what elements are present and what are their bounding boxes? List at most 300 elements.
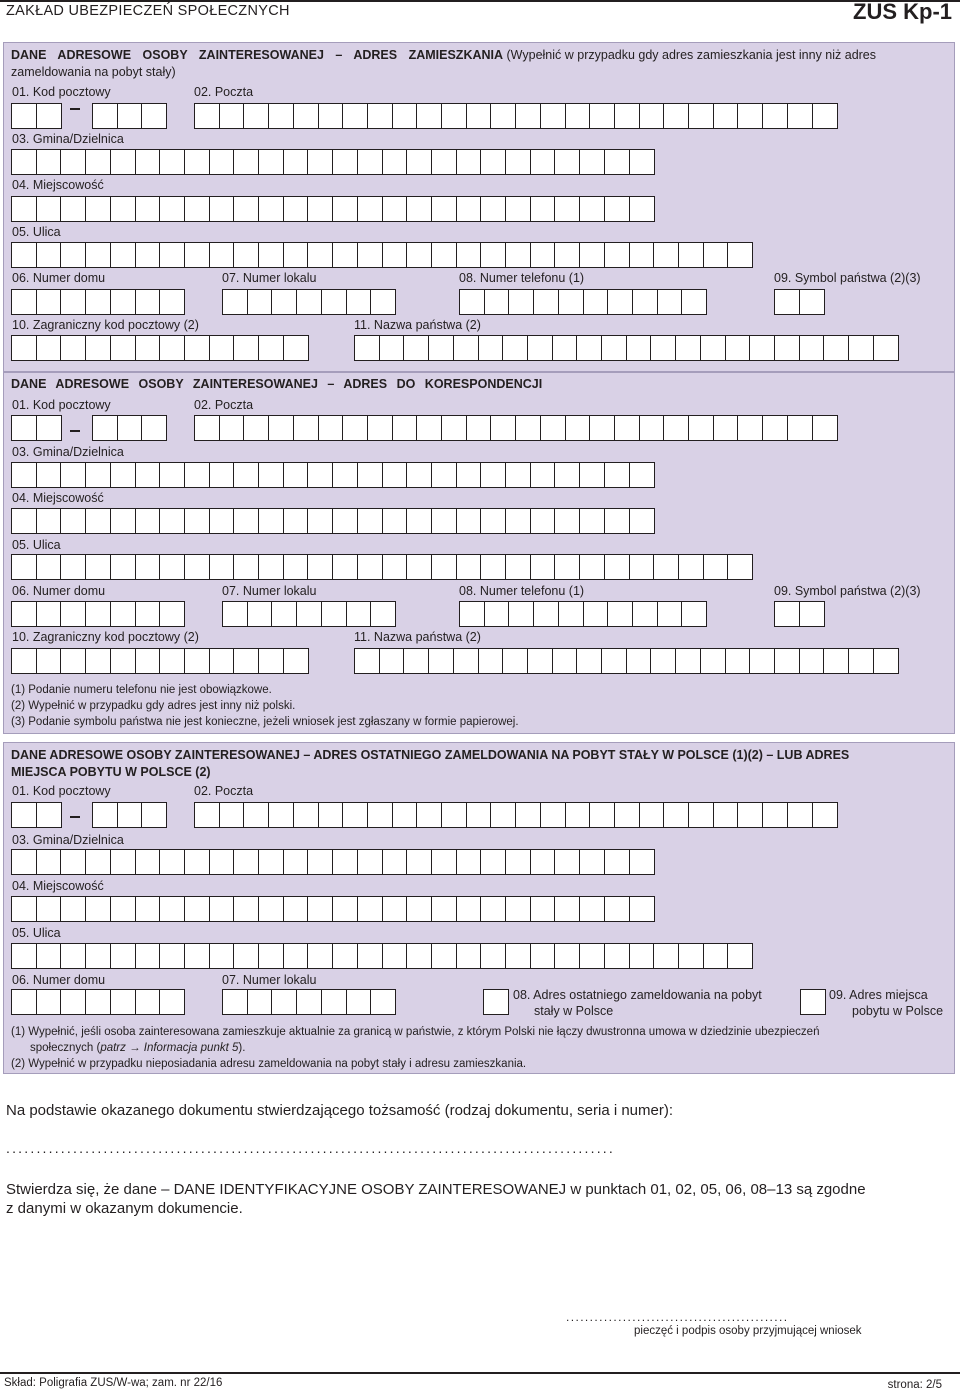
character-box[interactable]	[505, 196, 531, 222]
character-box[interactable]	[258, 149, 284, 175]
character-box[interactable]	[11, 149, 37, 175]
character-box[interactable]	[85, 849, 111, 875]
character-box[interactable]	[110, 242, 136, 268]
character-box[interactable]	[85, 896, 111, 922]
character-box[interactable]	[332, 149, 358, 175]
character-box[interactable]	[36, 335, 62, 361]
character-box[interactable]	[774, 648, 800, 674]
character-box[interactable]	[332, 554, 358, 580]
character-box[interactable]	[456, 149, 482, 175]
character-box[interactable]	[307, 462, 333, 488]
character-box[interactable]	[725, 335, 751, 361]
character-box[interactable]	[354, 648, 380, 674]
character-box[interactable]	[219, 802, 245, 828]
character-box[interactable]	[159, 601, 185, 627]
character-box[interactable]	[370, 601, 396, 627]
character-box[interactable]	[502, 648, 528, 674]
character-box[interactable]	[283, 896, 309, 922]
character-box[interactable]	[527, 648, 553, 674]
character-box[interactable]	[762, 103, 788, 129]
residence-postal-code-boxes-b[interactable]	[92, 103, 166, 129]
character-box[interactable]	[505, 554, 531, 580]
character-box[interactable]	[11, 289, 37, 315]
character-box[interactable]	[565, 103, 591, 129]
character-box[interactable]	[505, 508, 531, 534]
character-box[interactable]	[233, 242, 259, 268]
character-box[interactable]	[184, 462, 210, 488]
character-box[interactable]	[307, 896, 333, 922]
character-box[interactable]	[428, 648, 454, 674]
character-box[interactable]	[416, 802, 442, 828]
character-box[interactable]	[346, 601, 372, 627]
character-box[interactable]	[823, 648, 849, 674]
residence-post-office-boxes[interactable]	[194, 103, 836, 129]
character-box[interactable]	[681, 289, 707, 315]
document-details-line[interactable]: ....................................................................................................	[6, 1140, 615, 1156]
character-box[interactable]	[607, 289, 633, 315]
character-box[interactable]	[271, 601, 297, 627]
character-box[interactable]	[604, 149, 630, 175]
character-box[interactable]	[392, 103, 418, 129]
character-box[interactable]	[293, 103, 319, 129]
character-box[interactable]	[283, 508, 309, 534]
character-box[interactable]	[307, 196, 333, 222]
character-box[interactable]	[60, 943, 86, 969]
character-box[interactable]	[332, 196, 358, 222]
character-box[interactable]	[318, 103, 344, 129]
character-box[interactable]	[515, 103, 541, 129]
character-box[interactable]	[505, 943, 531, 969]
character-box[interactable]	[357, 242, 383, 268]
character-box[interactable]	[258, 943, 284, 969]
character-box[interactable]	[243, 103, 269, 129]
correspondence-phone-boxes[interactable]	[459, 601, 706, 627]
character-box[interactable]	[283, 335, 309, 361]
character-box[interactable]	[579, 196, 605, 222]
character-box[interactable]	[579, 149, 605, 175]
character-box[interactable]	[135, 989, 161, 1015]
character-box[interactable]	[184, 242, 210, 268]
correspondence-municipality-boxes[interactable]	[11, 462, 653, 488]
character-box[interactable]	[502, 335, 528, 361]
character-box[interactable]	[209, 554, 235, 580]
character-box[interactable]	[490, 103, 516, 129]
character-box[interactable]	[11, 989, 37, 1015]
character-box[interactable]	[576, 335, 602, 361]
character-box[interactable]	[271, 989, 297, 1015]
character-box[interactable]	[392, 415, 418, 441]
character-box[interactable]	[135, 335, 161, 361]
character-box[interactable]	[110, 648, 136, 674]
character-box[interactable]	[307, 849, 333, 875]
character-box[interactable]	[456, 196, 482, 222]
character-box[interactable]	[480, 196, 506, 222]
character-box[interactable]	[441, 415, 467, 441]
character-box[interactable]	[431, 508, 457, 534]
character-box[interactable]	[589, 802, 615, 828]
character-box[interactable]	[484, 601, 510, 627]
character-box[interactable]	[774, 289, 800, 315]
character-box[interactable]	[576, 648, 602, 674]
character-box[interactable]	[222, 289, 248, 315]
character-box[interactable]	[283, 149, 309, 175]
character-box[interactable]	[258, 554, 284, 580]
character-box[interactable]	[478, 335, 504, 361]
character-box[interactable]	[184, 335, 210, 361]
character-box[interactable]	[159, 554, 185, 580]
character-box[interactable]	[110, 149, 136, 175]
character-box[interactable]	[370, 289, 396, 315]
character-box[interactable]	[159, 335, 185, 361]
character-box[interactable]	[540, 415, 566, 441]
character-box[interactable]	[505, 896, 531, 922]
character-box[interactable]	[626, 335, 652, 361]
character-box[interactable]	[354, 335, 380, 361]
character-box[interactable]	[135, 601, 161, 627]
character-box[interactable]	[357, 462, 383, 488]
character-box[interactable]	[209, 462, 235, 488]
character-box[interactable]	[92, 415, 118, 441]
character-box[interactable]	[554, 462, 580, 488]
character-box[interactable]	[283, 943, 309, 969]
character-box[interactable]	[258, 508, 284, 534]
residence-street-boxes[interactable]	[11, 242, 752, 268]
character-box[interactable]	[11, 849, 37, 875]
character-box[interactable]	[799, 601, 825, 627]
residence-foreign-postal-boxes[interactable]	[11, 335, 307, 361]
character-box[interactable]	[357, 943, 383, 969]
character-box[interactable]	[601, 335, 627, 361]
character-box[interactable]	[110, 196, 136, 222]
character-box[interactable]	[11, 648, 37, 674]
character-box[interactable]	[247, 289, 273, 315]
character-box[interactable]	[579, 554, 605, 580]
character-box[interactable]	[459, 289, 485, 315]
character-box[interactable]	[60, 849, 86, 875]
character-box[interactable]	[688, 103, 714, 129]
character-box[interactable]	[480, 149, 506, 175]
character-box[interactable]	[848, 335, 874, 361]
character-box[interactable]	[36, 242, 62, 268]
character-box[interactable]	[431, 849, 457, 875]
character-box[interactable]	[490, 802, 516, 828]
character-box[interactable]	[466, 103, 492, 129]
character-box[interactable]	[141, 103, 167, 129]
character-box[interactable]	[60, 462, 86, 488]
character-box[interactable]	[678, 242, 704, 268]
character-box[interactable]	[135, 554, 161, 580]
character-box[interactable]	[307, 554, 333, 580]
character-box[interactable]	[848, 648, 874, 674]
residence-municipality-boxes[interactable]	[11, 149, 653, 175]
character-box[interactable]	[459, 601, 485, 627]
character-box[interactable]	[233, 943, 259, 969]
character-box[interactable]	[406, 508, 432, 534]
character-box[interactable]	[268, 415, 294, 441]
character-box[interactable]	[219, 103, 245, 129]
character-box[interactable]	[342, 103, 368, 129]
character-box[interactable]	[614, 103, 640, 129]
character-box[interactable]	[579, 943, 605, 969]
character-box[interactable]	[141, 802, 167, 828]
character-box[interactable]	[604, 508, 630, 534]
residence-house-number-boxes[interactable]	[11, 289, 184, 315]
character-box[interactable]	[379, 335, 405, 361]
character-box[interactable]	[639, 103, 665, 129]
character-box[interactable]	[799, 335, 825, 361]
character-box[interactable]	[184, 648, 210, 674]
character-box[interactable]	[700, 648, 726, 674]
character-box[interactable]	[508, 601, 534, 627]
character-box[interactable]	[431, 149, 457, 175]
character-box[interactable]	[36, 802, 62, 828]
character-box[interactable]	[725, 648, 751, 674]
character-box[interactable]	[466, 415, 492, 441]
character-box[interactable]	[737, 802, 763, 828]
character-box[interactable]	[159, 149, 185, 175]
character-box[interactable]	[530, 943, 556, 969]
character-box[interactable]	[490, 415, 516, 441]
character-box[interactable]	[283, 648, 309, 674]
character-box[interactable]	[233, 196, 259, 222]
character-box[interactable]	[579, 896, 605, 922]
character-box[interactable]	[296, 289, 322, 315]
character-box[interactable]	[36, 648, 62, 674]
character-box[interactable]	[296, 601, 322, 627]
character-box[interactable]	[370, 989, 396, 1015]
character-box[interactable]	[135, 508, 161, 534]
character-box[interactable]	[357, 849, 383, 875]
character-box[interactable]	[639, 802, 665, 828]
character-box[interactable]	[209, 896, 235, 922]
character-box[interactable]	[678, 554, 704, 580]
character-box[interactable]	[713, 103, 739, 129]
last-registration-street-boxes[interactable]	[11, 943, 752, 969]
character-box[interactable]	[812, 802, 838, 828]
residence-country-name-boxes[interactable]	[354, 335, 897, 361]
character-box[interactable]	[135, 149, 161, 175]
character-box[interactable]	[703, 242, 729, 268]
character-box[interactable]	[258, 196, 284, 222]
character-box[interactable]	[480, 242, 506, 268]
character-box[interactable]	[117, 415, 143, 441]
character-box[interactable]	[579, 462, 605, 488]
character-box[interactable]	[653, 242, 679, 268]
last-permanent-address-checkbox[interactable]	[483, 989, 509, 1015]
character-box[interactable]	[416, 415, 442, 441]
correspondence-house-number-boxes[interactable]	[11, 601, 184, 627]
character-box[interactable]	[554, 554, 580, 580]
character-box[interactable]	[233, 462, 259, 488]
character-box[interactable]	[209, 849, 235, 875]
character-box[interactable]	[11, 415, 37, 441]
character-box[interactable]	[478, 648, 504, 674]
character-box[interactable]	[85, 601, 111, 627]
character-box[interactable]	[554, 508, 580, 534]
character-box[interactable]	[159, 242, 185, 268]
character-box[interactable]	[85, 508, 111, 534]
character-box[interactable]	[453, 648, 479, 674]
character-box[interactable]	[85, 554, 111, 580]
character-box[interactable]	[11, 196, 37, 222]
signature-line[interactable]: ...............................................	[566, 1310, 789, 1324]
character-box[interactable]	[209, 943, 235, 969]
character-box[interactable]	[431, 896, 457, 922]
character-box[interactable]	[222, 989, 248, 1015]
character-box[interactable]	[243, 802, 269, 828]
character-box[interactable]	[873, 335, 899, 361]
character-box[interactable]	[233, 648, 259, 674]
character-box[interactable]	[135, 648, 161, 674]
character-box[interactable]	[60, 149, 86, 175]
character-box[interactable]	[552, 335, 578, 361]
character-box[interactable]	[110, 601, 136, 627]
character-box[interactable]	[117, 103, 143, 129]
character-box[interactable]	[342, 415, 368, 441]
character-box[interactable]	[209, 149, 235, 175]
character-box[interactable]	[774, 335, 800, 361]
character-box[interactable]	[823, 335, 849, 361]
character-box[interactable]	[456, 943, 482, 969]
character-box[interactable]	[515, 415, 541, 441]
character-box[interactable]	[36, 103, 62, 129]
character-box[interactable]	[233, 149, 259, 175]
character-box[interactable]	[233, 896, 259, 922]
character-box[interactable]	[508, 289, 534, 315]
character-box[interactable]	[332, 508, 358, 534]
character-box[interactable]	[36, 601, 62, 627]
character-box[interactable]	[650, 648, 676, 674]
character-box[interactable]	[583, 289, 609, 315]
character-box[interactable]	[530, 896, 556, 922]
character-box[interactable]	[159, 289, 185, 315]
character-box[interactable]	[258, 335, 284, 361]
correspondence-apartment-number-boxes[interactable]	[222, 601, 395, 627]
character-box[interactable]	[219, 415, 245, 441]
character-box[interactable]	[36, 149, 62, 175]
stay-address-checkbox[interactable]	[800, 989, 826, 1015]
character-box[interactable]	[466, 802, 492, 828]
residence-apartment-number-boxes[interactable]	[222, 289, 395, 315]
character-box[interactable]	[604, 849, 630, 875]
character-box[interactable]	[713, 802, 739, 828]
character-box[interactable]	[406, 943, 432, 969]
character-box[interactable]	[565, 802, 591, 828]
character-box[interactable]	[456, 462, 482, 488]
character-box[interactable]	[233, 554, 259, 580]
character-box[interactable]	[209, 242, 235, 268]
character-box[interactable]	[296, 989, 322, 1015]
character-box[interactable]	[135, 896, 161, 922]
character-box[interactable]	[135, 943, 161, 969]
character-box[interactable]	[110, 335, 136, 361]
character-box[interactable]	[135, 462, 161, 488]
character-box[interactable]	[60, 335, 86, 361]
character-box[interactable]	[382, 149, 408, 175]
character-box[interactable]	[552, 648, 578, 674]
character-box[interactable]	[505, 149, 531, 175]
character-box[interactable]	[258, 648, 284, 674]
character-box[interactable]	[601, 648, 627, 674]
character-box[interactable]	[453, 335, 479, 361]
character-box[interactable]	[283, 462, 309, 488]
character-box[interactable]	[530, 554, 556, 580]
last-registration-apartment-number-boxes[interactable]	[222, 989, 395, 1015]
character-box[interactable]	[653, 943, 679, 969]
character-box[interactable]	[184, 508, 210, 534]
character-box[interactable]	[36, 196, 62, 222]
character-box[interactable]	[629, 462, 655, 488]
character-box[interactable]	[762, 802, 788, 828]
character-box[interactable]	[135, 196, 161, 222]
character-box[interactable]	[159, 196, 185, 222]
character-box[interactable]	[505, 849, 531, 875]
character-box[interactable]	[184, 896, 210, 922]
character-box[interactable]	[456, 849, 482, 875]
character-box[interactable]	[787, 415, 813, 441]
character-box[interactable]	[293, 415, 319, 441]
correspondence-foreign-postal-boxes[interactable]	[11, 648, 307, 674]
character-box[interactable]	[554, 849, 580, 875]
character-box[interactable]	[406, 462, 432, 488]
character-box[interactable]	[367, 415, 393, 441]
character-box[interactable]	[431, 462, 457, 488]
character-box[interactable]	[194, 415, 220, 441]
character-box[interactable]	[307, 149, 333, 175]
character-box[interactable]	[629, 242, 655, 268]
character-box[interactable]	[11, 554, 37, 580]
correspondence-street-boxes[interactable]	[11, 554, 752, 580]
character-box[interactable]	[456, 554, 482, 580]
character-box[interactable]	[431, 554, 457, 580]
correspondence-postal-code-boxes-a[interactable]	[11, 415, 60, 441]
character-box[interactable]	[614, 802, 640, 828]
character-box[interactable]	[357, 149, 383, 175]
character-box[interactable]	[283, 849, 309, 875]
character-box[interactable]	[480, 462, 506, 488]
character-box[interactable]	[579, 849, 605, 875]
character-box[interactable]	[441, 802, 467, 828]
character-box[interactable]	[431, 943, 457, 969]
character-box[interactable]	[632, 601, 658, 627]
last-registration-house-number-boxes[interactable]	[11, 989, 184, 1015]
character-box[interactable]	[184, 943, 210, 969]
character-box[interactable]	[321, 989, 347, 1015]
character-box[interactable]	[626, 648, 652, 674]
character-box[interactable]	[406, 554, 432, 580]
character-box[interactable]	[258, 242, 284, 268]
character-box[interactable]	[787, 103, 813, 129]
character-box[interactable]	[233, 508, 259, 534]
character-box[interactable]	[11, 508, 37, 534]
character-box[interactable]	[629, 849, 655, 875]
character-box[interactable]	[530, 849, 556, 875]
character-box[interactable]	[159, 943, 185, 969]
character-box[interactable]	[629, 943, 655, 969]
character-box[interactable]	[11, 242, 37, 268]
correspondence-post-office-boxes[interactable]	[194, 415, 836, 441]
character-box[interactable]	[209, 648, 235, 674]
character-box[interactable]	[36, 462, 62, 488]
character-box[interactable]	[515, 802, 541, 828]
character-box[interactable]	[629, 554, 655, 580]
last-registration-locality-boxes[interactable]	[11, 896, 653, 922]
character-box[interactable]	[533, 289, 559, 315]
character-box[interactable]	[688, 802, 714, 828]
character-box[interactable]	[554, 196, 580, 222]
character-box[interactable]	[141, 415, 167, 441]
character-box[interactable]	[85, 462, 111, 488]
